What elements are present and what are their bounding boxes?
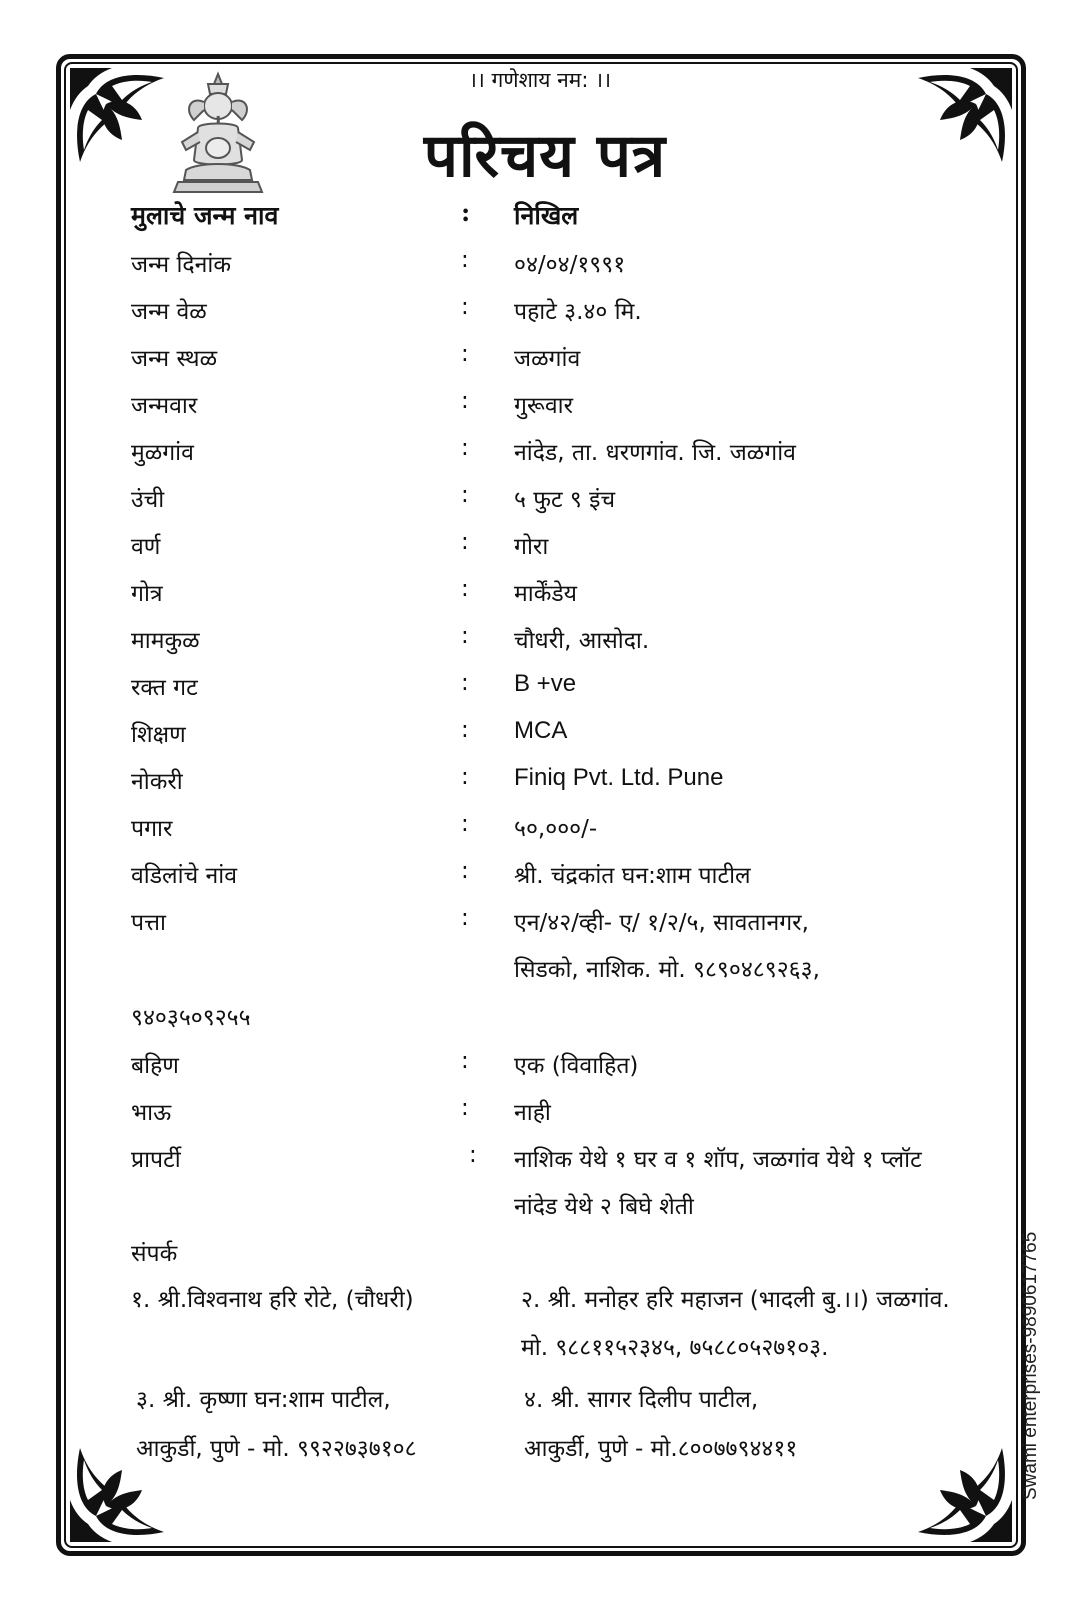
detail-colon: :: [461, 1095, 469, 1121]
detail-label: उंची: [131, 487, 165, 513]
detail-colon: :: [461, 1048, 469, 1074]
detail-label: वर्ण: [131, 534, 161, 560]
detail-value: जळगांव: [514, 346, 581, 372]
detail-label: भाऊ: [131, 1100, 172, 1126]
detail-colon: :: [461, 294, 469, 320]
detail-value: ५ फुट ९ इंच: [514, 487, 616, 513]
floral-corner-icon: [906, 1436, 1016, 1546]
detail-value: नाही: [514, 1100, 551, 1126]
contact-heading: संपर्क: [131, 1241, 178, 1267]
detail-row: [0, 294, 1080, 334]
detail-label: शिक्षण: [131, 722, 186, 748]
detail-colon: :: [461, 623, 469, 649]
detail-row: [0, 1095, 1080, 1135]
detail-label: बहिण: [131, 1053, 179, 1079]
detail-row: [0, 1048, 1080, 1088]
contact-2-line-2: मो. ९८८११५२३४५, ७५८८०५२७१०३.: [521, 1335, 829, 1361]
invocation-text: ।। गणेशाय नम: ।।: [468, 68, 612, 92]
detail-row: [0, 623, 1080, 663]
contact-1: १. श्री.विश्वनाथ हरि रोटे, (चौधरी): [131, 1287, 414, 1313]
detail-label: जन्मवार: [131, 393, 198, 419]
detail-colon: :: [461, 388, 469, 414]
detail-label: मुलाचे जन्म नाव: [131, 201, 279, 230]
detail-colon: :: [461, 482, 469, 508]
detail-value: ५०,०००/-: [514, 816, 598, 842]
detail-row: [0, 905, 1080, 945]
detail-row: [0, 529, 1080, 569]
detail-colon: :: [461, 198, 471, 227]
detail-row: [0, 858, 1080, 898]
detail-value: ०४/०४/१९९१: [514, 252, 626, 278]
detail-colon: :: [461, 670, 469, 696]
detail-label: मुळगांव: [131, 440, 194, 466]
detail-value: MCA: [514, 717, 568, 744]
detail-value: नांदेड, ता. धरणगांव. जि. जळगांव: [514, 440, 796, 466]
detail-value: नाशिक येथे १ घर व १ शॉप, जळगांव येथे १ प्लॉट: [514, 1147, 922, 1173]
detail-value: गोरा: [514, 534, 549, 560]
detail-colon: :: [461, 435, 469, 461]
property-line-2: नांदेड येथे २ बिघे शेती: [514, 1194, 694, 1220]
detail-label: रक्त गट: [131, 675, 198, 701]
detail-row: [0, 764, 1080, 804]
detail-colon: :: [461, 576, 469, 602]
detail-label: गोत्र: [131, 581, 163, 607]
contact-4-line-2: आकुर्डी, पुणे - मो.८००७७९४४११: [524, 1436, 798, 1462]
address-line-3: ९४०३५०९२५५: [131, 1005, 251, 1031]
detail-value: निखिल: [514, 201, 579, 230]
detail-row: [0, 341, 1080, 381]
detail-value: चौधरी, आसोदा.: [514, 628, 650, 654]
detail-label: पगार: [131, 816, 173, 842]
contact-2-line-1: २. श्री. मनोहर हरि महाजन (भादली बु.।।) जळगांव.: [521, 1287, 950, 1313]
detail-colon: :: [461, 905, 469, 931]
detail-label: जन्म दिनांक: [131, 252, 232, 278]
detail-label: प्रापर्टी: [131, 1147, 181, 1173]
detail-value: मार्केंडेय: [514, 581, 578, 607]
detail-row: [0, 1142, 1080, 1182]
detail-label: पत्ता: [131, 910, 166, 936]
side-credit: Swami enterprises-9890617765: [1020, 1231, 1041, 1500]
detail-value: पहाटे ३.४० मि.: [514, 299, 642, 325]
detail-value: गुरूवार: [514, 393, 573, 419]
address-line-2: सिडको, नाशिक. मो. ९८९०४८९२६३,: [514, 957, 820, 983]
contact-3-line-1: ३. श्री. कृष्णा घन:शाम पाटील,: [136, 1387, 391, 1413]
detail-colon: :: [461, 247, 469, 273]
detail-row: [0, 576, 1080, 616]
detail-colon: :: [461, 341, 469, 367]
detail-value: B +ve: [514, 670, 577, 697]
detail-colon: :: [461, 764, 469, 790]
detail-row: [0, 388, 1080, 428]
detail-label: जन्म स्थळ: [131, 346, 218, 372]
detail-row: [0, 482, 1080, 522]
contact-4-line-1: ४. श्री. सागर दिलीप पाटील,: [524, 1387, 759, 1413]
detail-row: [0, 717, 1080, 757]
detail-value: एन/४२/व्ही- ए/ १/२/५, सावतानगर,: [514, 910, 809, 936]
detail-colon: :: [461, 811, 469, 837]
detail-row: [0, 811, 1080, 851]
detail-row: [0, 247, 1080, 287]
contact-3-line-2: आकुर्डी, पुणे - मो. ९९२२७३७१०८: [136, 1436, 417, 1462]
detail-colon: :: [461, 717, 469, 743]
detail-colon: :: [461, 529, 469, 555]
detail-label: वडिलांचे नांव: [131, 863, 238, 889]
detail-row: [0, 670, 1080, 710]
detail-label: नोकरी: [131, 769, 183, 795]
detail-row: [0, 435, 1080, 475]
detail-label: मामकुळ: [131, 628, 200, 654]
detail-value: श्री. चंद्रकांत घन:शाम पाटील: [514, 863, 751, 889]
detail-row-name: [0, 198, 1080, 238]
detail-value: एक (विवाहित): [514, 1053, 639, 1079]
detail-colon: :: [469, 1142, 477, 1168]
detail-value: Finiq Pvt. Ltd. Pune: [514, 764, 724, 791]
detail-colon: :: [461, 858, 469, 884]
page-title: परिचय पत्र: [423, 121, 667, 191]
detail-label: जन्म वेळ: [131, 299, 207, 325]
